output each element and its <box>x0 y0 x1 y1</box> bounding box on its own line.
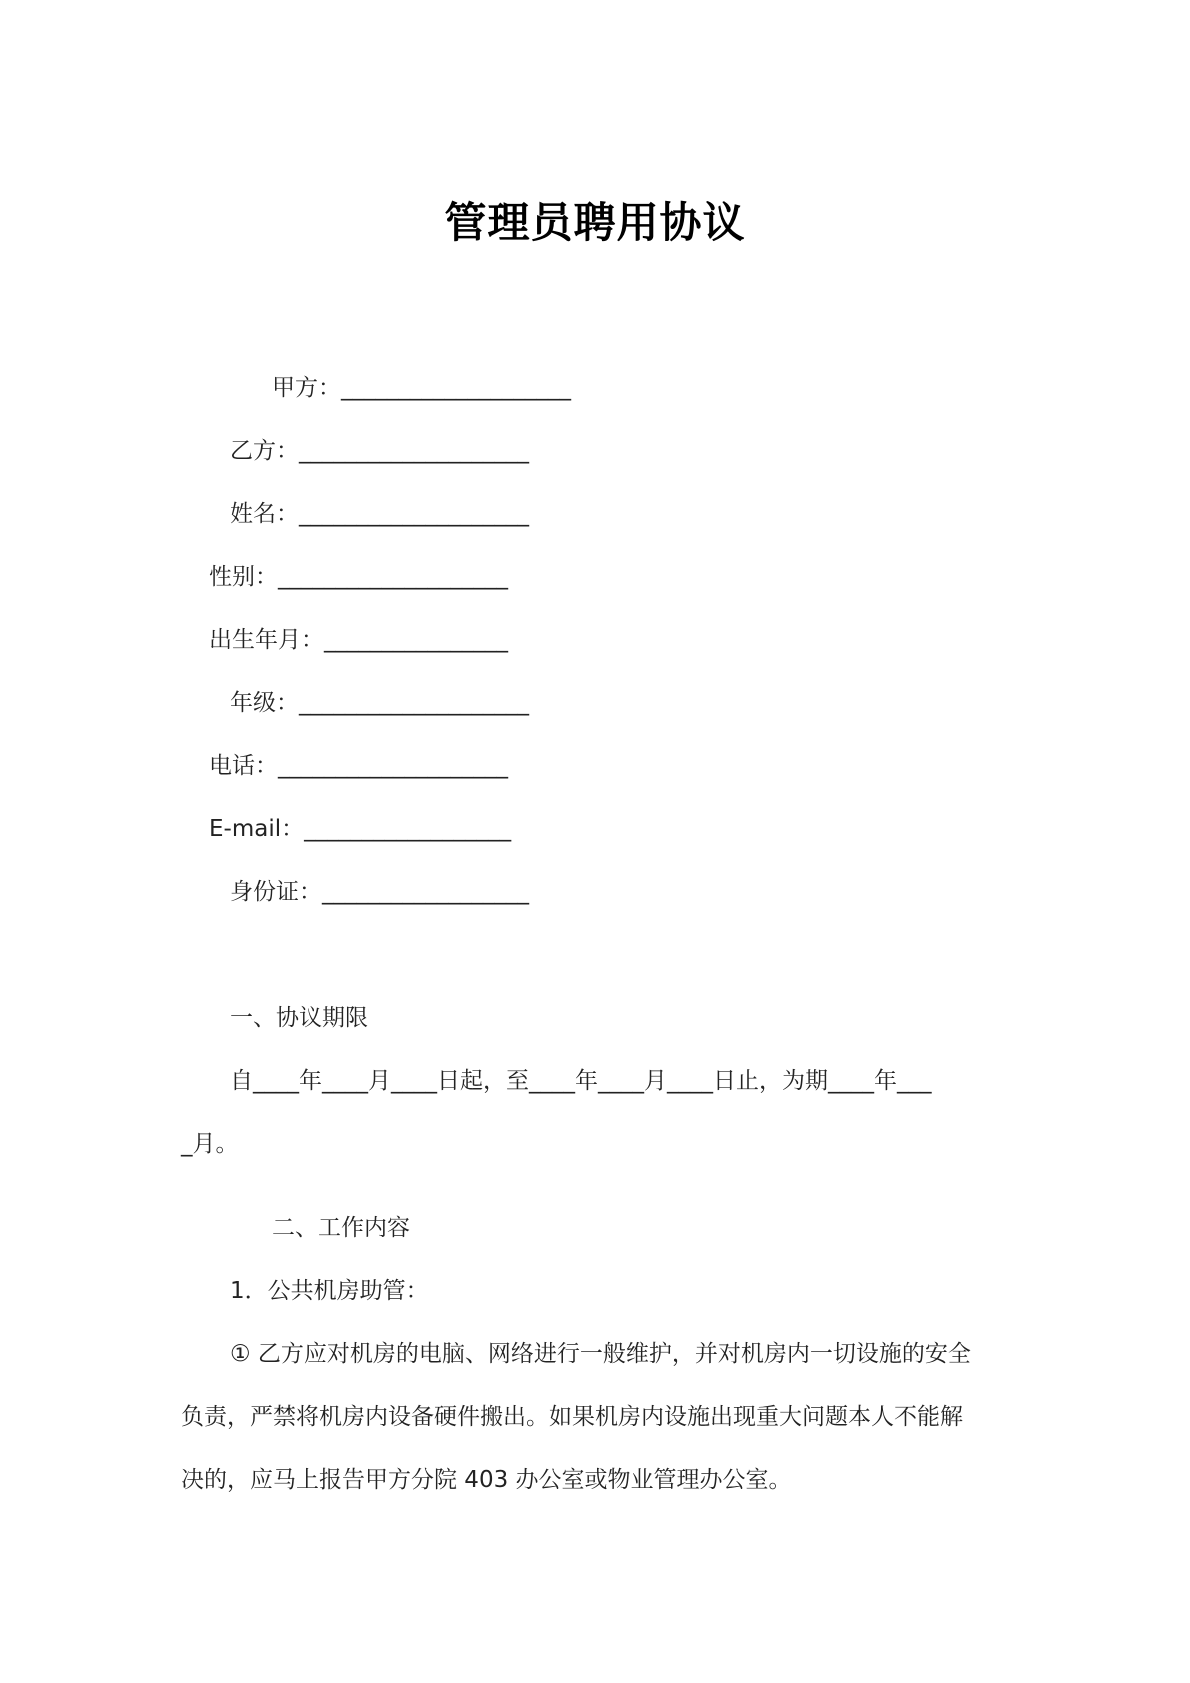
field-party-b: 乙方：____________________ <box>230 438 529 464</box>
section2-para-line1: ① 乙方应对机房的电脑、网络进行一般维护，并对机房内一切设施的安全 <box>230 1341 971 1367</box>
field-gender: 性别：____________________ <box>209 564 508 590</box>
section2-para-line2: 负责，严禁将机房内设备硬件搬出。如果机房内设施出现重大问题本人不能解 <box>181 1404 963 1430</box>
field-phone: 电话：____________________ <box>209 753 508 779</box>
section2-item1: 1．公共机房助管： <box>230 1278 429 1304</box>
document-title: 管理员聘用协议 <box>444 198 746 247</box>
field-birth: 出生年月：________________ <box>209 627 508 653</box>
field-email: E-mail：__________________ <box>209 816 512 842</box>
field-party-a: 甲方：____________________ <box>272 375 571 401</box>
section2-para-line3: 决的，应马上报告甲方分院 403 办公室或物业管理办公室。 <box>181 1467 792 1493</box>
section1-line1: 自____年____月____日起，至____年____月____日止，为期____年___ <box>230 1068 932 1094</box>
field-name: 姓名：____________________ <box>230 501 529 527</box>
section2-heading: 二、工作内容 <box>272 1215 410 1241</box>
section1-line2: _月。 <box>181 1131 239 1157</box>
field-grade: 年级：____________________ <box>230 690 529 716</box>
field-id-card: 身份证：__________________ <box>230 879 529 905</box>
section1-heading: 一、协议期限 <box>230 1005 368 1031</box>
